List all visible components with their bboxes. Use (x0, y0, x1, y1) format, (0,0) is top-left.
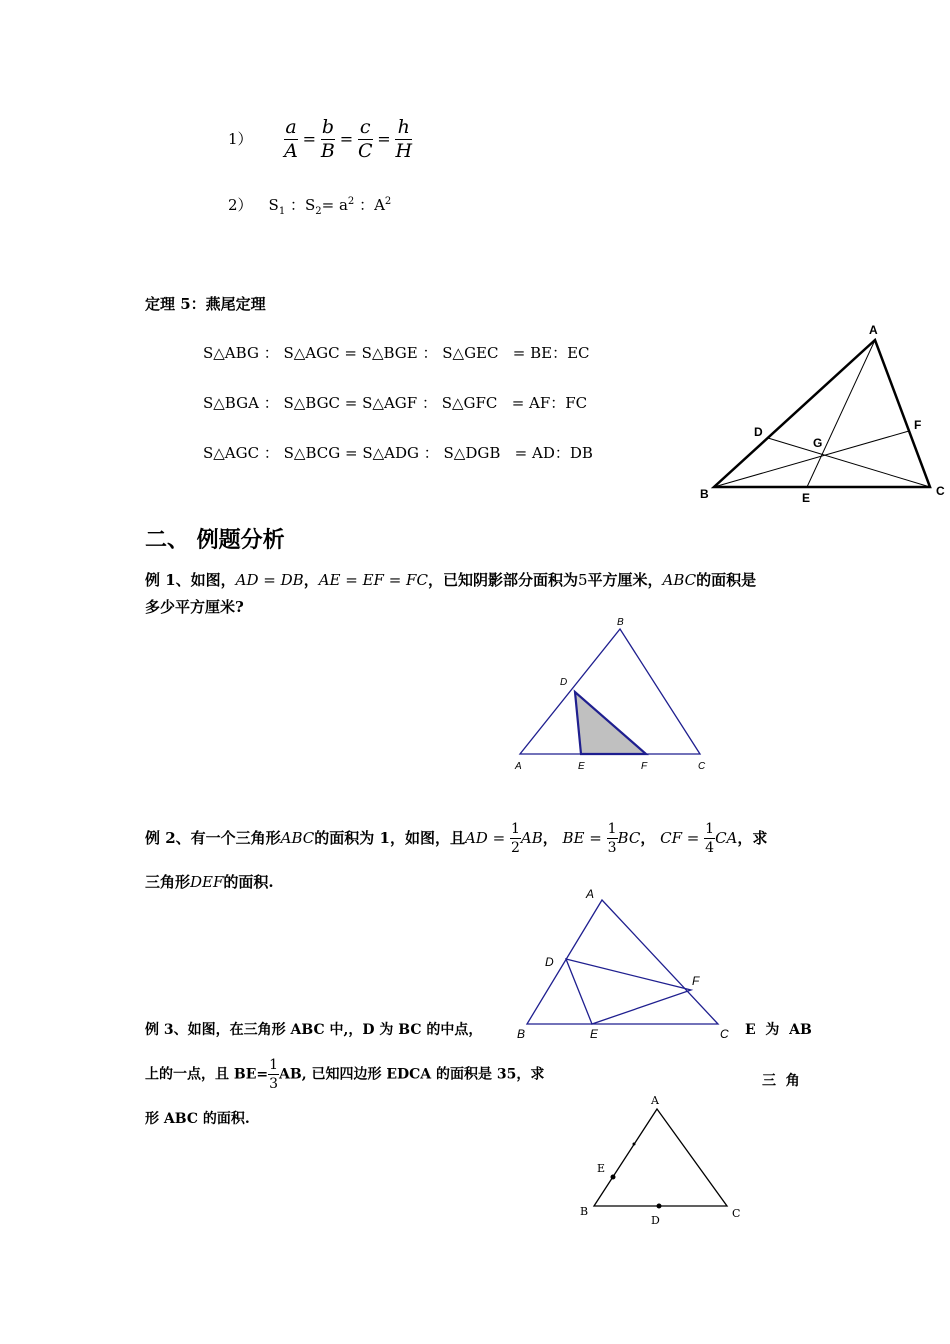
fig1-label-C: C (936, 484, 945, 498)
fig2-label-A: A (515, 761, 522, 772)
fig3-label-E: E (590, 1027, 599, 1041)
example-3-line-3: 形 ABC 的面积. (145, 1111, 250, 1127)
fraction-a-over-A: $\frac{a}{A}$ (284, 116, 298, 162)
fig4-label-D: D (651, 1214, 660, 1227)
fig1-label-B: B (700, 487, 709, 501)
fraction-c-over-C: $\frac{c}{C}$ (357, 116, 373, 162)
fig4-label-C: C (732, 1207, 741, 1220)
example-3-line-2-right: 三 角 (762, 1073, 800, 1089)
example-1-line-2: 多少平方厘米? (145, 598, 244, 616)
example-3-line-1: 例 3、如图，在三角形 ABC 中,，D 为 BC 的中点， (145, 1022, 483, 1038)
fig1-label-F: F (914, 418, 922, 432)
theorem-5-line-3: S△AGC ： S△BCG = S△ADG ： S△DGB = AD：DB (203, 444, 593, 462)
fig4-label-E: E (597, 1162, 606, 1175)
fig1-label-D: D (754, 425, 763, 439)
theorem-5-line-2: S△BGA ： S△BGC = S△AGF ： S△GFC = AF：FC (203, 394, 588, 412)
fraction-h-over-H: $\frac{h}{H}$ (395, 116, 413, 162)
theorem-5-line-1: S△ABG ： S△AGC = S△BGE ： S△GEC = BE：EC (203, 344, 590, 362)
fig3-label-A: A (586, 887, 595, 901)
formula-2: 2） $S_1$ ：$S_2= a^2$ ：$A^2$ (228, 196, 392, 217)
fraction-1-2: $\frac{1}{2}$ (510, 821, 520, 856)
section-heading: 二、 例题分析 (145, 528, 285, 553)
fraction-1-3: $\frac{1}{3}$ (607, 821, 617, 856)
fig1-label-G: G (813, 436, 823, 450)
example-3-line-2: 上的一点，且 BE= $\frac{1}{3}$ AB, 已知四边形 EDCA 的面积是 35，求 (145, 1057, 545, 1092)
fraction-1-3-ex3: $\frac{1}{3}$ (269, 1057, 279, 1092)
fig2-label-C: C (698, 761, 706, 772)
formula-1-index: 1） (228, 130, 253, 148)
fig3-label-B: B (517, 1027, 526, 1041)
fig2-label-B: B (617, 617, 624, 628)
fig4-label-A: A (651, 1094, 659, 1107)
example-3-line-1-right: E 为 AB (745, 1022, 812, 1038)
fig4-label-B: B (580, 1205, 589, 1218)
fig3-label-D: D (545, 955, 554, 969)
fig2-label-E: E (578, 761, 585, 772)
fraction-b-over-B: $\frac{b}{B}$ (320, 116, 335, 162)
example-1-line-1: 例 1、如图，AD = DB，AE = EF = FC，已知阴影部分面积为5平方厘米，ABC的面积是 (145, 571, 757, 589)
fraction-1-4: $\frac{1}{4}$ (705, 821, 715, 856)
fig1-label-E: E (802, 491, 811, 505)
formula-1: 1） $\frac{a}{A}$ = $\frac{b}{B}$ = $\frac{c}{C}$ = $\frac{h}{H}$ (228, 116, 413, 162)
example-2-line-2: 三角形DEF的面积. (145, 873, 274, 891)
fig1-label-A: A (869, 323, 878, 337)
fig3-label-F: F (692, 974, 700, 988)
fig2-label-F: F (641, 761, 648, 772)
fig3-label-C: C (720, 1027, 729, 1041)
fig2-label-D: D (560, 677, 568, 688)
example-2-line-1: 例 2、有一个三角形ABC的面积为 1，如图，且AD = $\frac{1}{2}$ AB， BE = $\frac{1}{3}$ BC， CF = $\frac{1}{4}$ CA，求 (145, 821, 768, 856)
theorem-5-title: 定理 5：燕尾定理 (145, 295, 266, 313)
